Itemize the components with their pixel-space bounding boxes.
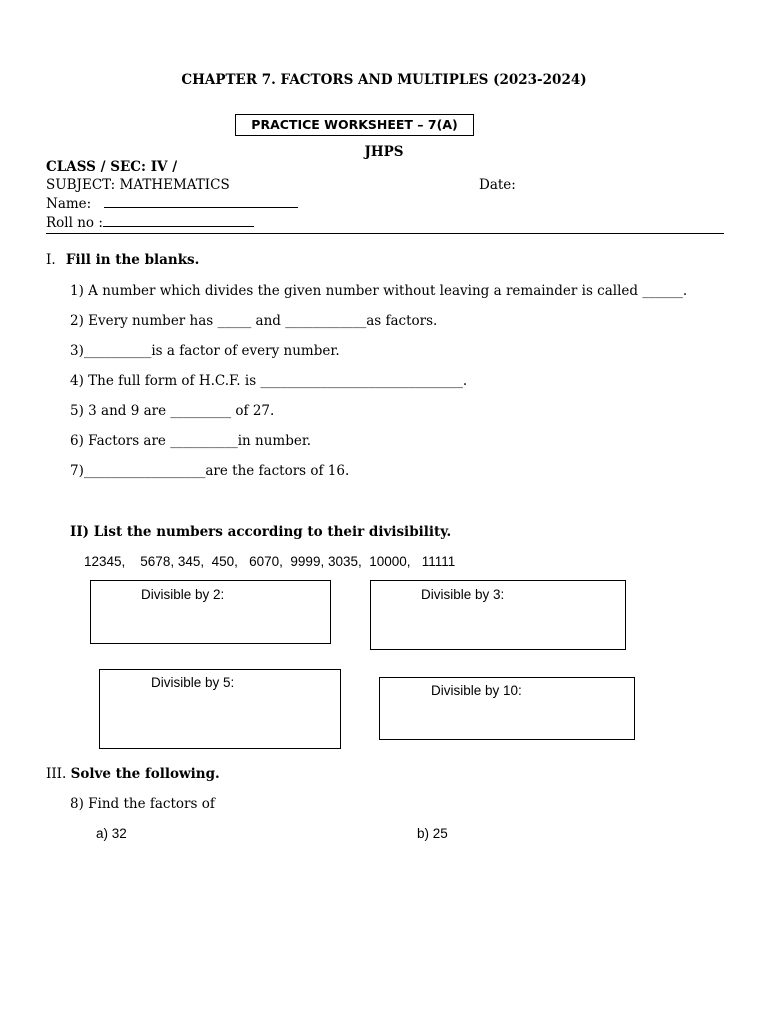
question-1: 1) A number which divides the given number without leaving a remainder is called ______. — [70, 283, 688, 299]
divisible-by-2-label: Divisible by 2: — [141, 587, 225, 602]
roll-blank[interactable] — [103, 214, 254, 227]
question-7: 7)__________________are the factors of 16. — [70, 463, 350, 479]
section1-title: Fill in the blanks. — [65, 252, 200, 268]
divisible-by-3-label: Divisible by 3: — [421, 587, 505, 602]
question-8: 8) Find the factors of — [70, 796, 215, 812]
divisible-by-5-box[interactable] — [99, 669, 341, 749]
subject-line: SUBJECT: MATHEMATICS — [46, 177, 230, 193]
question-2: 2) Every number has _____ and ____________as factors. — [70, 313, 438, 329]
divisible-by-2-box[interactable] — [90, 580, 331, 644]
name-blank[interactable] — [104, 195, 298, 208]
question-8a: a) 32 — [96, 826, 127, 841]
divisible-by-10-box[interactable] — [379, 677, 635, 740]
section3-title: Solve the following. — [70, 766, 220, 782]
class-line — [46, 159, 177, 175]
roll-line — [46, 214, 254, 231]
question-6: 6) Factors are __________in number. — [70, 433, 312, 449]
question-4: 4) The full form of H.C.F. is ______________________________. — [70, 373, 468, 389]
roll-label: Roll no : — [46, 215, 103, 231]
worksheet-title-box: PRACTICE WORKSHEET – 7(A) — [235, 114, 474, 136]
divisible-by-5-label: Divisible by 5: — [151, 675, 235, 690]
question-5: 5) 3 and 9 are _________ of 27. — [70, 403, 275, 419]
name-label: Name: — [46, 196, 92, 212]
divisible-by-10-label: Divisible by 10: — [431, 683, 522, 698]
chapter-title: CHAPTER 7. FACTORS AND MULTIPLES (2023-2024) — [181, 72, 587, 88]
class-value: : IV / — [141, 159, 178, 175]
section2-heading: II) List the numbers according to their divisibility. — [70, 524, 452, 540]
section1-heading — [46, 252, 199, 268]
class-label: CLASS / SEC — [46, 159, 142, 175]
section3-numeral: III. — [46, 766, 67, 782]
section3-heading — [46, 766, 220, 782]
divisible-by-3-box[interactable] — [370, 580, 626, 650]
question-8b: b) 25 — [417, 826, 448, 841]
number-list: 12345, 5678, 345, 450, 6070, 9999, 3035, 10000, 11111 — [84, 554, 456, 569]
date-label: Date: — [479, 177, 516, 193]
section1-numeral: I. — [46, 252, 56, 268]
name-line — [46, 195, 298, 212]
header-divider — [46, 233, 724, 234]
school-name: JHPS — [364, 144, 404, 160]
question-3: 3)__________is a factor of every number. — [70, 343, 340, 359]
